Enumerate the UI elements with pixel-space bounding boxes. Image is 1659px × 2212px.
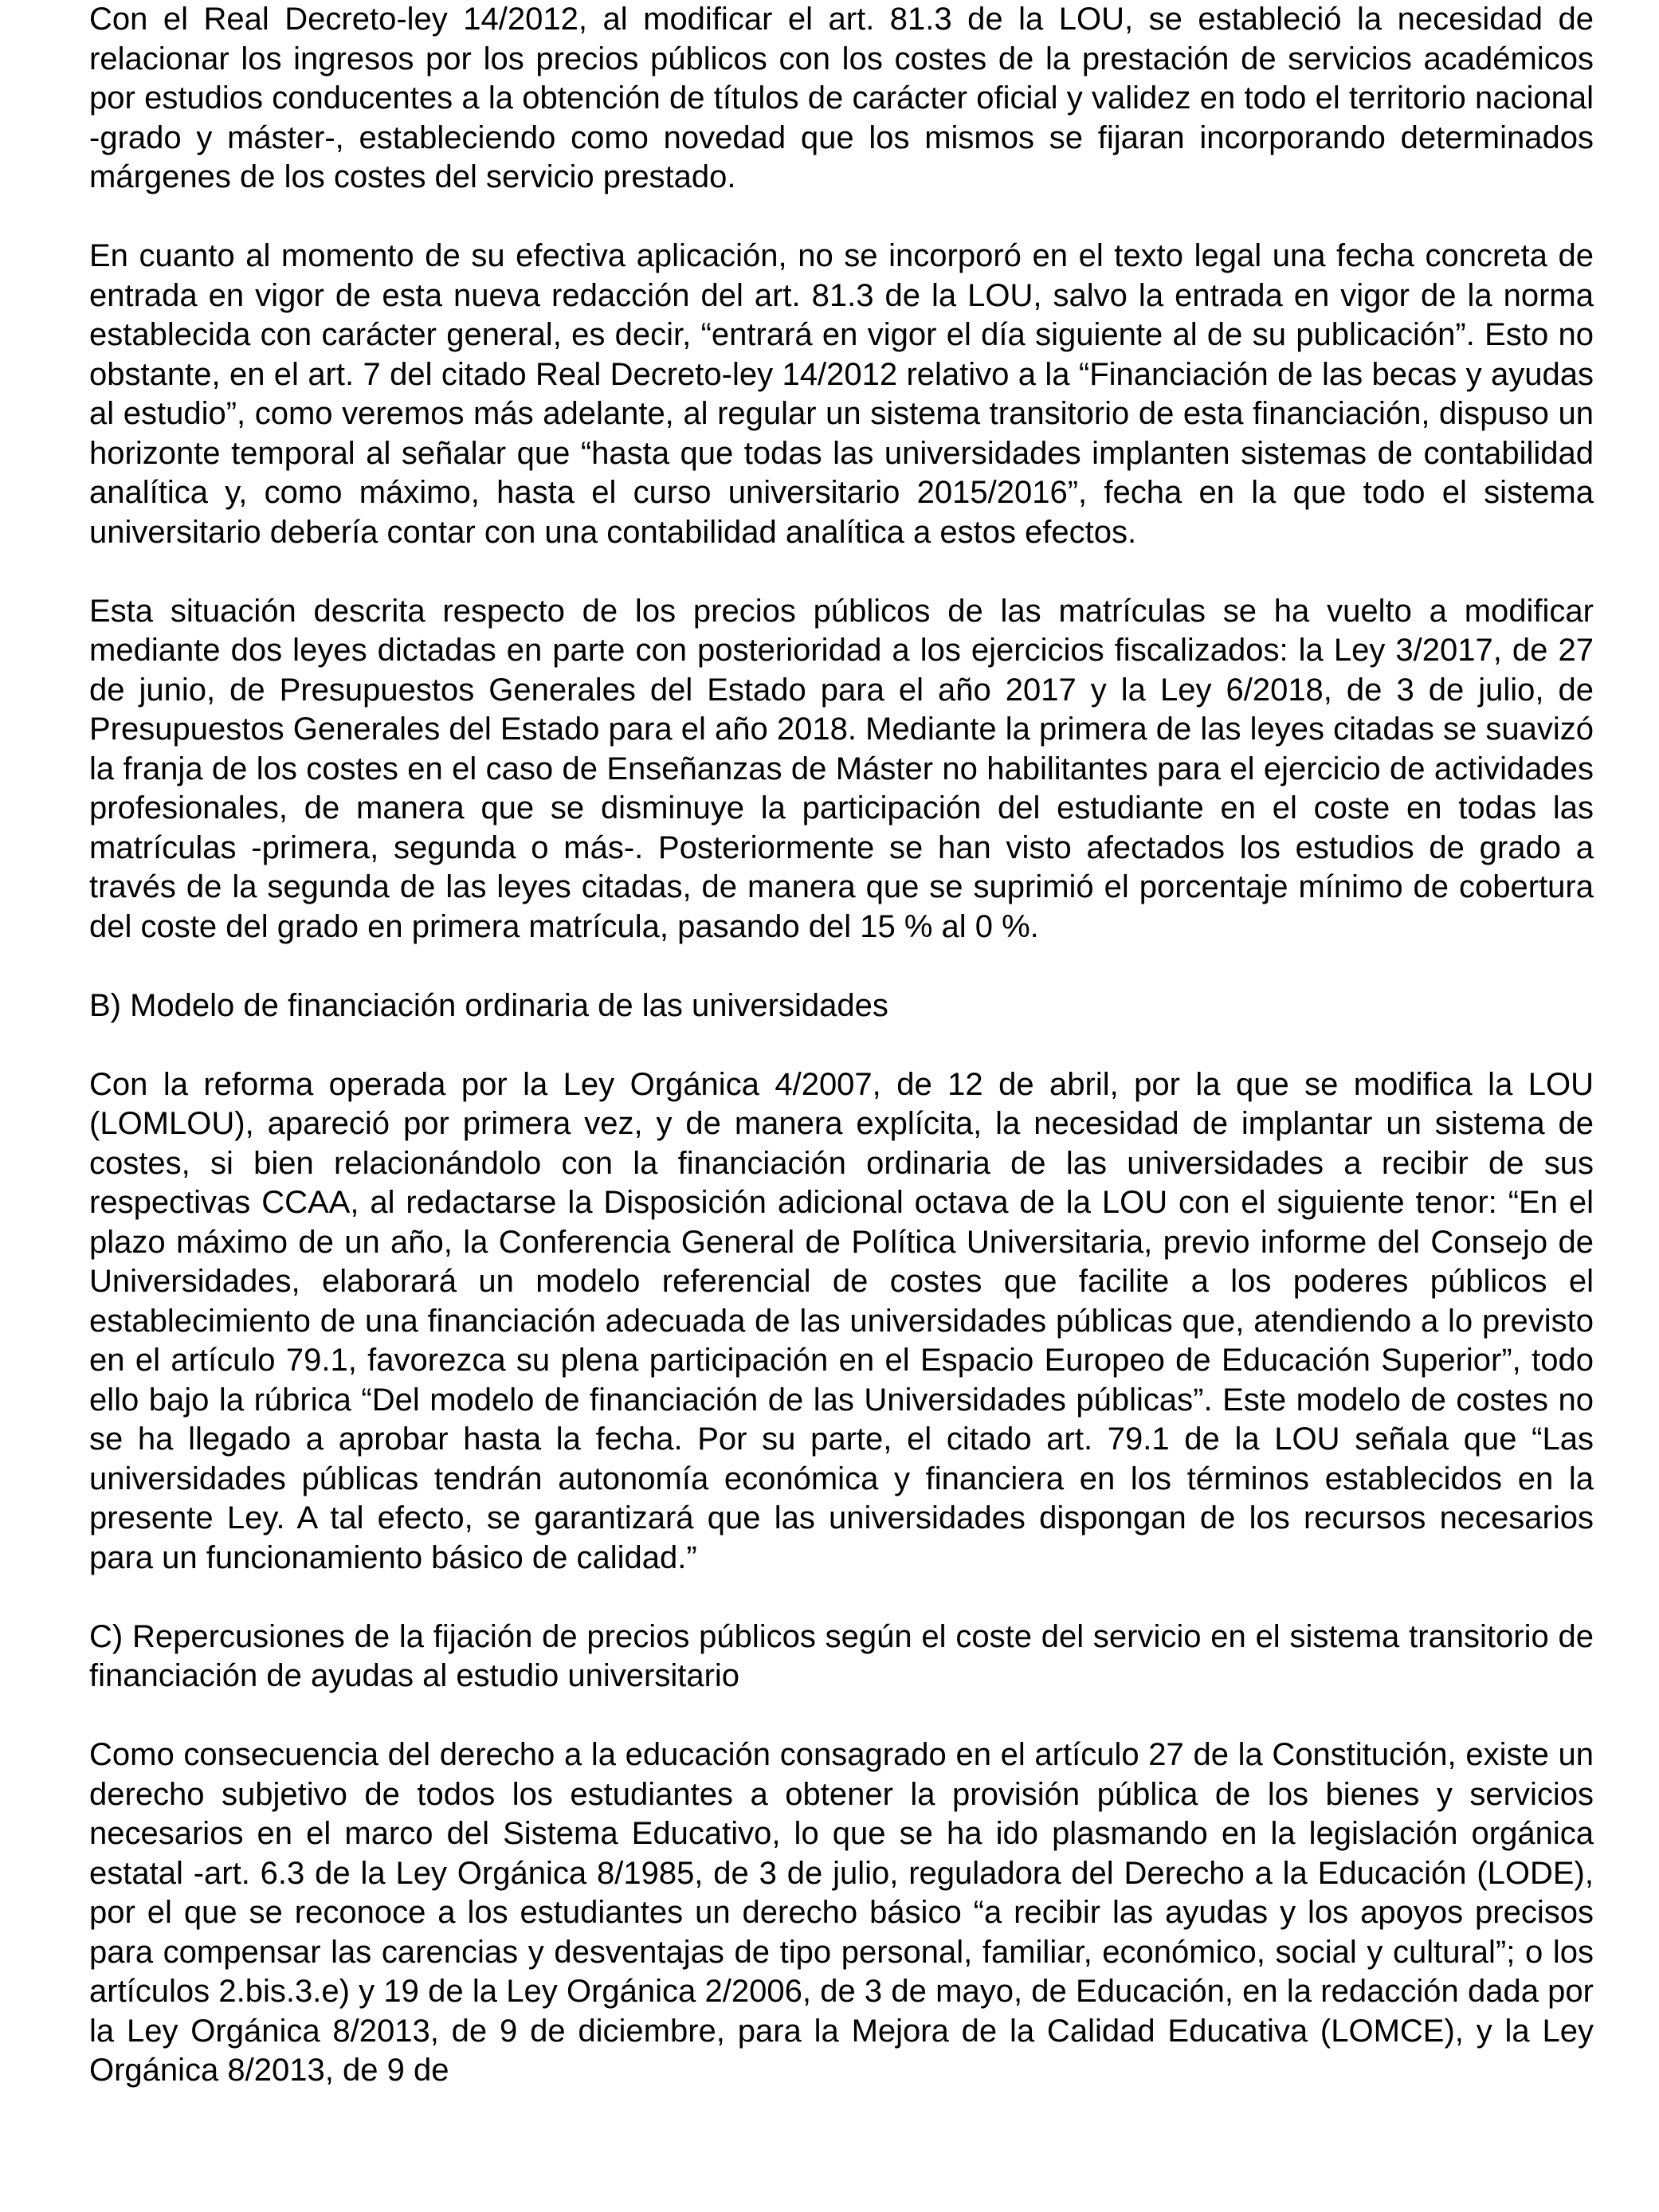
section-heading-b: B) Modelo de financiación ordinaria de las universidades <box>89 987 888 1023</box>
section-heading-c: C) Repercusiones de la fijación de precios públicos según el coste del servicio en el sistema transitorio de financiación de ayudas al estudio universitario <box>89 1618 1594 1693</box>
paragraph-real-decreto: Con el Real Decreto-ley 14/2012, al modificar el art. 81.3 de la LOU, se estableció la necesidad de relacionar los ingresos por los precios públicos con los costes de la prestación de servicios académicos por estudios conducentes a la obtención de títulos de carácter oficial y validez en todo el territorio nacional -grado y máster-, estableciendo como novedad que los mismos se fijaran incorporando determinados márgenes de los costes del servicio prestado. <box>89 2 1594 194</box>
paragraph-derecho-educacion: Como consecuencia del derecho a la educación consagrado en el artículo 27 de la Constitución, existe un derecho subjetivo de todos los estudiantes a obtener la provisión pública de los bienes y servicios necesarios en el marco del Sistema Educativo, lo que se ha ido plasmando en la legislación orgánica estatal -art. 6.3 de la Ley Orgánica 8/1985, de 3 de julio, reguladora del Derecho a la Educación (LODE), por el que se reconoce a los estudiantes un derecho básico “a recibir las ayudas y los apoyos precisos para compensar las carencias y desventajas de tipo personal, familiar, económico, social y cultural”; o los artículos 2.bis.3.e) y 19 de la Ley Orgánica 2/2006, de 3 de mayo, de Educación, en la redacción dada por la Ley Orgánica 8/2013, de 9 de diciembre, para la Mejora de la Calidad Educativa (LOMCE), y la Ley Orgánica 8/2013, de 9 de <box>89 1737 1594 2088</box>
paragraph-entrada-en-vigor: En cuanto al momento de su efectiva aplicación, no se incorporó en el texto legal una fecha concreta de entrada en vigor de esta nueva redacción del art. 81.3 de la LOU, salvo la entrada en vigor de la norma establecida con carácter general, es decir, “entrará en vigor el día siguiente al de su publicación”. Esto no obstante, en el art. 7 del citado Real Decreto-ley 14/2012 relativo a la “Financiación de las becas y ayudas al estudio”, como veremos más adelante, al regular un sistema transitorio de esta financiación, dispuso un horizonte temporal al señalar que “hasta que todas las universidades implanten sistemas de contabilidad analítica y, como máximo, hasta el curso universitario 2015/2016”, fecha en la que todo el sistema universitario debería contar con una contabilidad analítica a estos efectos. <box>89 238 1594 550</box>
paragraph-lomlou: Con la reforma operada por la Ley Orgánica 4/2007, de 12 de abril, por la que se modifica la LOU (LOMLOU), apareció por primera vez, y de manera explícita, la necesidad de implantar un sistema de costes, si bien relacionándolo con la financiación ordinaria de las universidades a recibir de sus respectivas CCAA, al redactarse la Disposición adicional octava de la LOU con el siguiente tenor: “En el plazo máximo de un año, la Conferencia General de Política Universitaria, previo informe del Consejo de Universidades, elaborará un modelo referencial de costes que facilite a los poderes públicos el establecimiento de una financiación adecuada de las universidades públicas que, atendiendo a lo previsto en el artículo 79.1, favorezca su plena participación en el Espacio Europeo de Educación Superior”, todo ello bajo la rúbrica “Del modelo de financiación de las Universidades públicas”. Este modelo de costes no se ha llegado a aprobar hasta la fecha. Por su parte, el citado art. 79.1 de la LOU señala que “Las universidades públicas tendrán autonomía económica y financiera en los términos establecidos en la presente Ley. A tal efecto, se garantizará que las universidades dispongan de los recursos necesarios para un funcionamiento básico de calidad.” <box>89 1066 1594 1575</box>
paragraph-precios-publicos: Esta situación descrita respecto de los precios públicos de las matrículas se ha vuelto a modificar mediante dos leyes dictadas en parte con posterioridad a los ejercicios fiscalizados: la Ley 3/2017, de 27 de junio, de Presupuestos Generales del Estado para el año 2017 y la Ley 6/2018, de 3 de julio, de Presupuestos Generales del Estado para el año 2018. Mediante la primera de las leyes citadas se suavizó la franja de los costes en el caso de Enseñanzas de Máster no habilitantes para el ejercicio de actividades profesionales, de manera que se disminuye la participación del estudiante en el coste en todas las matrículas -primera, segunda o más-. Posteriormente se han visto afectados los estudios de grado a través de la segunda de las leyes citadas, de manera que se suprimió el porcentaje mínimo de cobertura del coste del grado en primera matrícula, pasando del 15 % al 0 %. <box>89 593 1594 944</box>
document-page <box>89 0 1594 2212</box>
